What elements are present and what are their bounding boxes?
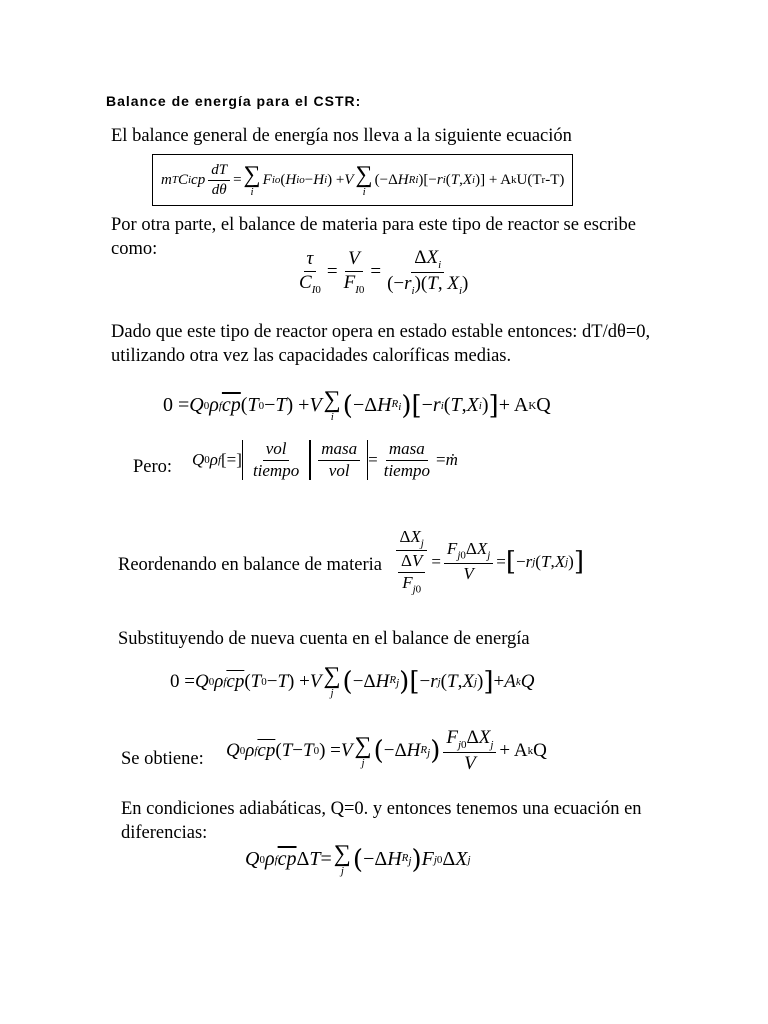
equation-substituted-energy: 0 = Q 0 ρ f $\overline{cp}$ ( T 0 − T ) + V ∑ j ( −Δ H $R_j$ ) [ − r j ( T , X j ) ] + A k Q (170, 663, 535, 699)
paragraph-steady-state: Dado que este tipo de reactor opera en estado estable entonces: dT/dθ=0, (111, 322, 651, 342)
equation-rearranged-mass-balance: $\frac{\Delta X_j}{\frac{\Delta V}{F_{j0}}}$ = $\frac{F_{j0}\Delta X_j}{V}$ = [ − r j ( T , X j ) ] (392, 528, 584, 596)
paragraph-substituyendo: Substituyendo de nueva cuenta en el balance de energía (118, 629, 530, 649)
section-title: Balance de energía para el CSTR: (106, 93, 362, 109)
equation-mass-balance: $\frac{\tau}{C_{I0}}$ = $\frac{V}{F_{I0}}$ = $\frac{\Delta X_i}{(-r_i)(T, X_i)}$ (299, 247, 469, 297)
paragraph-adiabatic: En condiciones adiabáticas, Q=0. y entonces tenemos una ecuación en (121, 799, 642, 819)
label-reordenando: Reordenando en balance de materia (118, 555, 383, 575)
equation-general-energy-balance: m T C i cp $\frac{dT}{d\theta}$ = ∑ i F io ( H io − H i ) + V ∑ i (−Δ H Ri )[− r i ( T , X i )] + A k U(T r -T) (152, 154, 573, 206)
label-se-obtiene: Se obtiene: (121, 749, 204, 769)
paragraph-mass-balance: Por otra parte, el balance de materia para este tipo de reactor se escribe (111, 215, 636, 235)
equation-mass-flow: Q 0 ρ f [=] $\frac{\text{vol}}{\text{tiempo}}$ $\frac{\text{masa}}{\text{vol}}$ = $\frac{\text{masa}}{\text{tiempo}}$ = ṁ (192, 439, 458, 480)
equation-steady-state-energy: 0 = Q 0 ρ f $\overline{cp}$ ( T 0 − T ) + V ∑ i ( −Δ H $R_i$ ) [ − r i ( T , X i ) ] + A K Q (163, 387, 551, 423)
paragraph-mass-balance-cont: como: (111, 239, 158, 259)
equation-adiabatic: Q 0 ρ f $\overline{cp}$ Δ T = ∑ j ( −Δ H $R_j$ ) F j0 Δ X j (245, 841, 471, 877)
paragraph-general-balance: El balance general de energía nos lleva a la siguiente ecuación (111, 126, 572, 146)
paragraph-adiabatic-cont: diferencias: (121, 823, 208, 843)
label-pero: Pero: (133, 457, 173, 477)
paragraph-steady-state-cont: utilizando otra vez las capacidades caloríficas medias. (111, 346, 512, 366)
equation-result: Q 0 ρ f $\overline{cp}$ ( T − T 0 ) = V ∑ j ( −Δ H $R_j$ ) $\frac{F_{j0}\Delta X_j}{V}$ + A k Q (226, 727, 547, 774)
